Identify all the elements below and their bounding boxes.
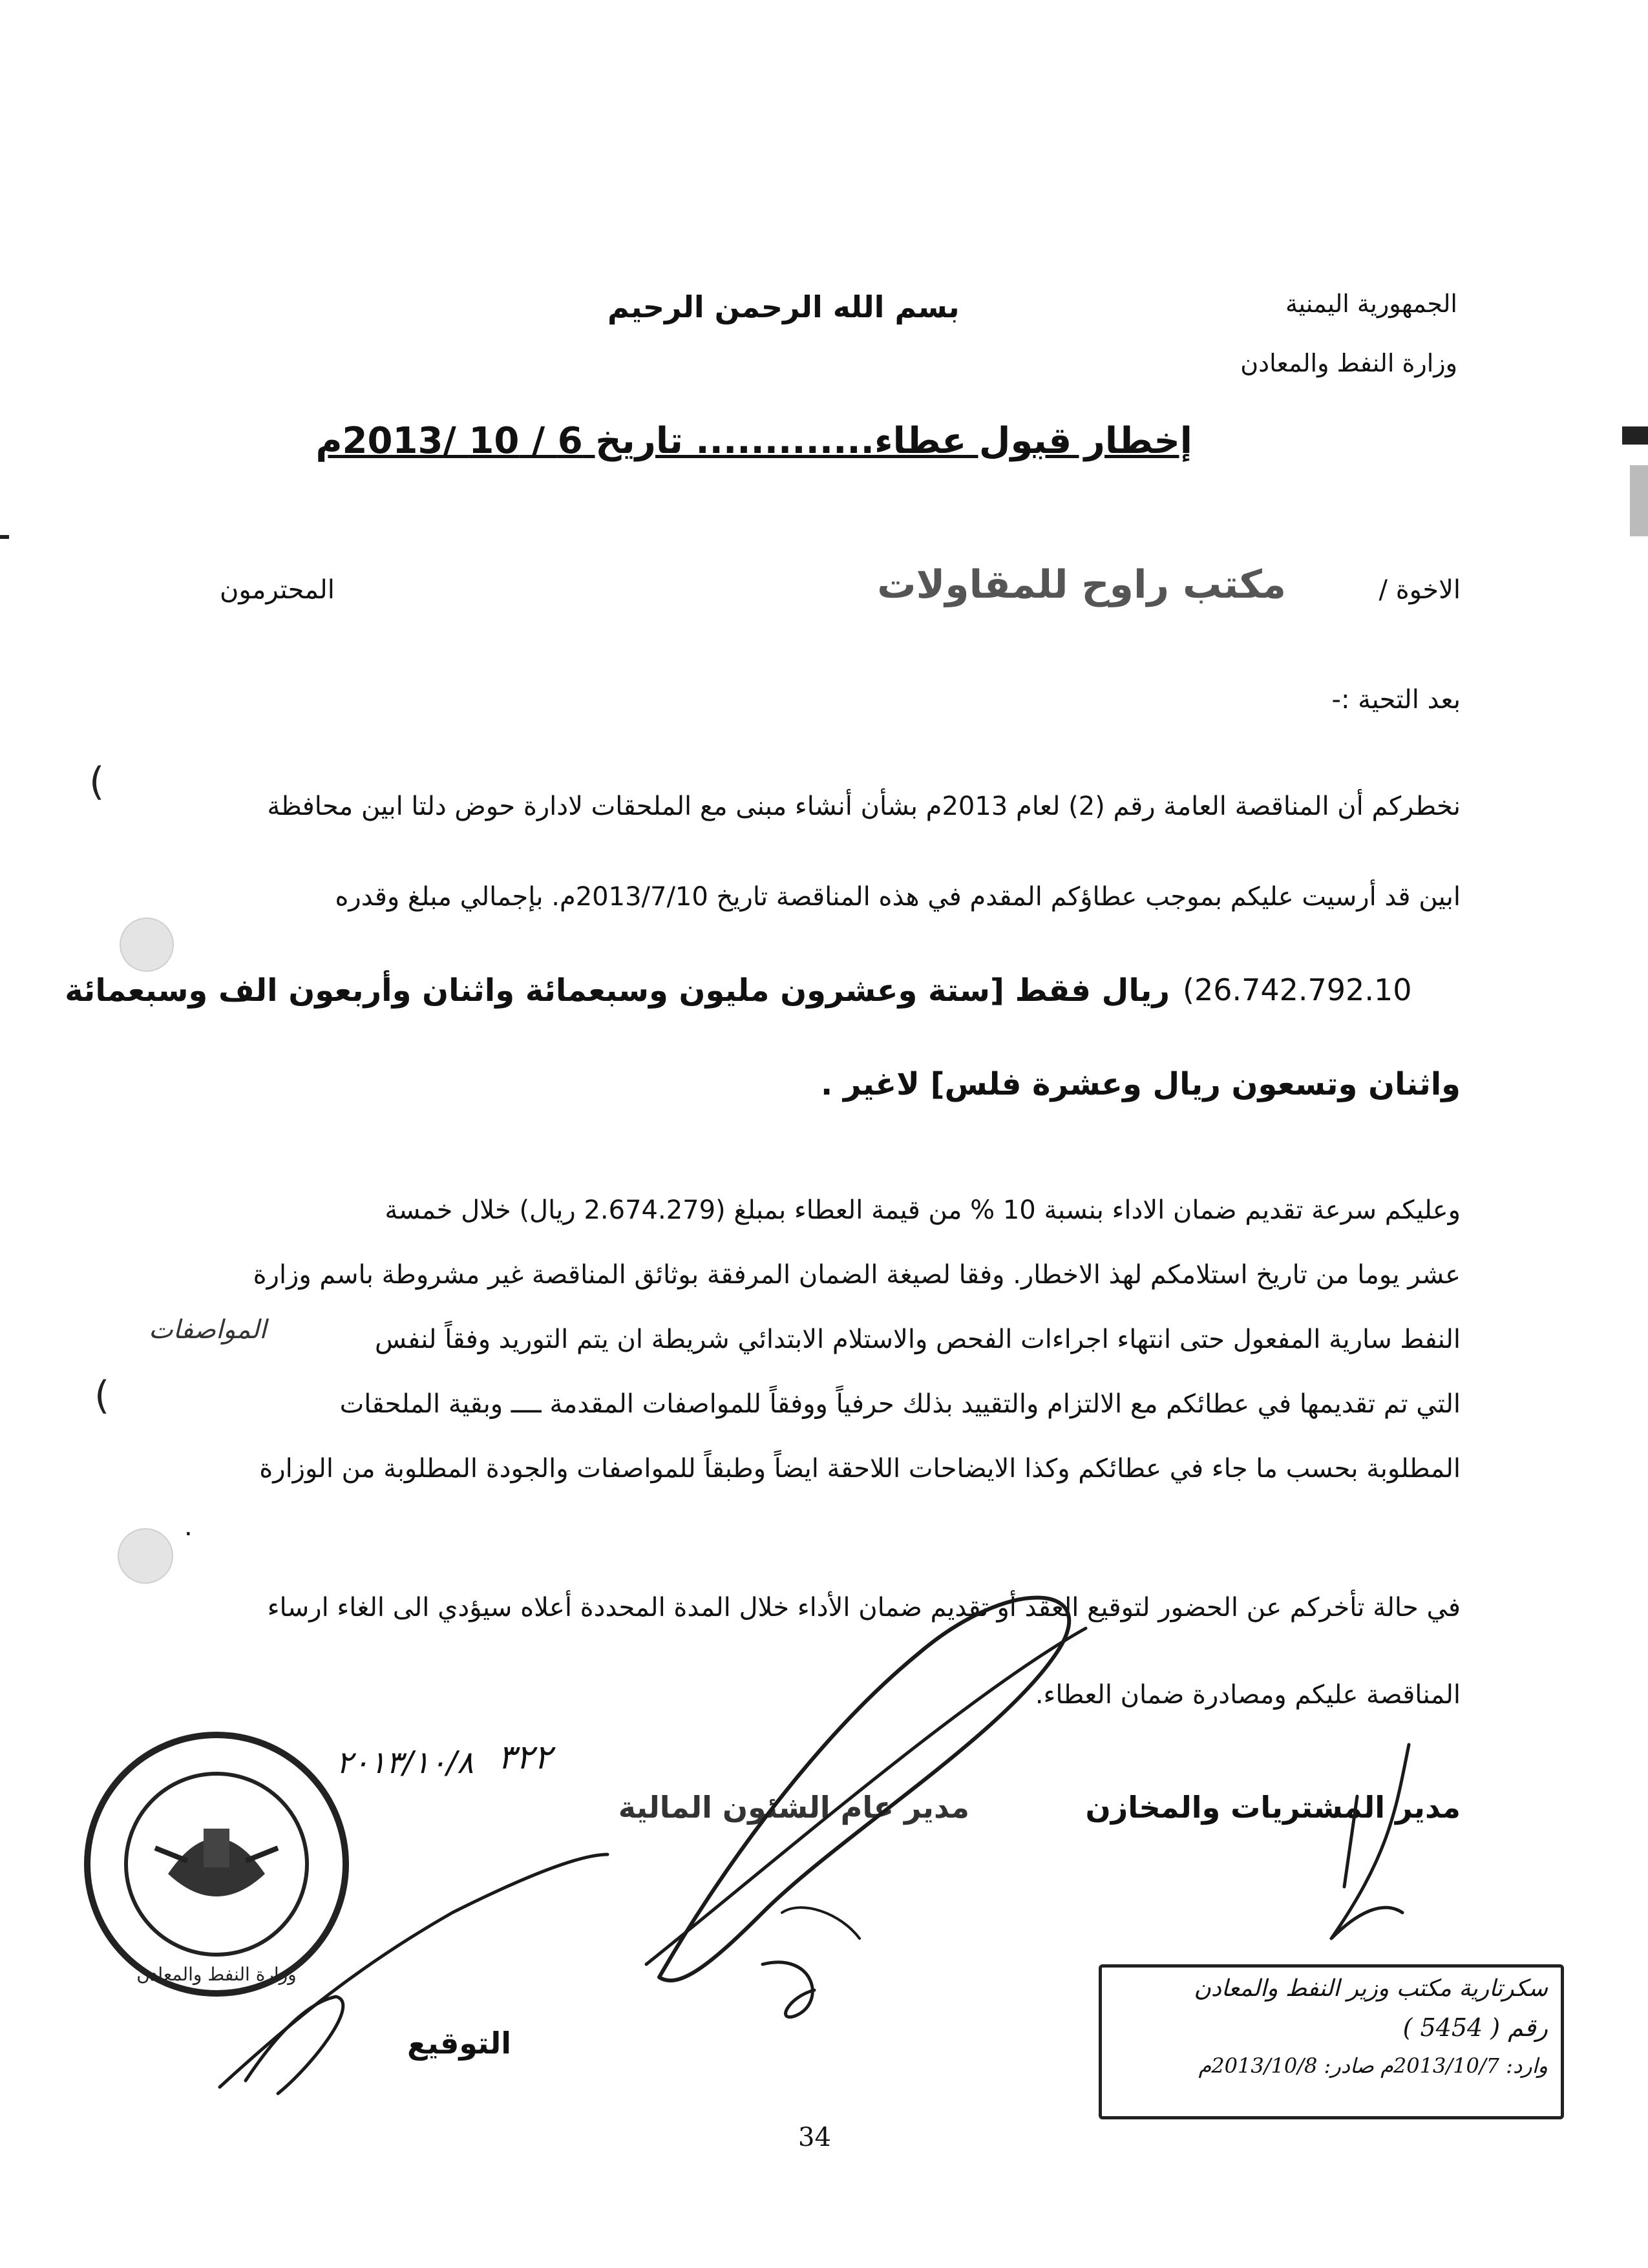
bracket-mark: (: [94, 1373, 110, 1418]
scan-edge-mark: [1622, 426, 1648, 445]
scan-edge-mark: [0, 535, 9, 539]
handwritten-ref-number: ٣٢٢: [498, 1738, 552, 1777]
body-line: المطلوبة بحسب ما جاء في عطائكم وكذا الايضاحات اللاحقة ايضاً وطبقاً للمواصفات والجودة المطلوبة من الوزارة: [259, 1454, 1461, 1484]
body-line: .: [184, 1512, 193, 1542]
addressee-prefix: الاخوة /: [1379, 575, 1461, 605]
stamp-line: سكرتارية مكتب وزير النفط والمعادن: [1194, 1975, 1548, 2002]
bracket-mark: (: [89, 759, 105, 804]
body-line: النفط سارية المفعول حتى انتهاء اجراءات الفحص والاستلام الابتدائي شريطة ان يتم التوريد وفقاً لنفس: [375, 1325, 1461, 1354]
amount-words: واثنان وتسعون ريال وعشرة فلس] لاغير .: [820, 1066, 1461, 1102]
amount-words: ريال فقط [ستة وعشرون مليون وسبعمائة واثنان وأربعون الف وسبعمائة: [65, 972, 1170, 1009]
country-name: الجمهورية اليمنية: [1285, 289, 1457, 318]
document-title: إخطار قبول عطاء............. تاريخ 6 / 10 /2013م: [315, 420, 1192, 462]
body-line: المناقصة عليكم ومصادرة ضمان العطاء.: [1035, 1680, 1461, 1710]
body-line: ابين قد أرسيت عليكم بموجب عطاؤكم المقدم في هذه المناقصة تاريخ 2013/7/10م. بإجمالي مبلغ وقدره: [335, 882, 1461, 912]
finance-manager-label: مدير عام الشئون المالية: [618, 1790, 969, 1825]
minister-signature-label: التوقيع: [407, 2026, 511, 2061]
stamp-line: رقم ( 5454 ): [1402, 2013, 1548, 2042]
scan-edge-mark: [1630, 465, 1648, 536]
punch-hole: [120, 918, 174, 972]
company-name: مكتب راوح للمقاولات: [877, 562, 1286, 607]
greeting: بعد التحية :-: [1331, 685, 1461, 715]
body-line: التي تم تقديمها في عطائكم مع الالتزام والتقييد بذلك حرفياً ووفقاً للمواصفات المقدمة ــــ وبقية الملحقات: [339, 1389, 1461, 1419]
body-line: في حالة تأخركم عن الحضور لتوقيع العقد أو تقديم ضمان الأداء خلال المدة المحددة أعلاه سيؤدي الى الغاء ارساء: [267, 1593, 1461, 1622]
body-line: نخطركم أن المناقصة العامة رقم (2) لعام 2013م بشأن أنشاء مبنى مع الملحقات لادارة حوض دلتا ابين محافظة: [267, 792, 1461, 821]
handwritten-date: ٢٠١٣/١٠/٨: [336, 1745, 474, 1781]
secretariat-stamp: [1099, 1964, 1564, 2119]
body-line: عشر يوما من تاريخ استلامكم لهذ الاخطار. وفقا لصيغة الضمان المرفقة بوثائق المناقصة غير مشروطة باسم وزارة: [253, 1260, 1461, 1290]
seal-text: وزارة النفط والمعادن: [136, 1964, 297, 1985]
page-number: 34: [798, 2123, 831, 2152]
body-line: وعليكم سرعة تقديم ضمان الاداء بنسبة 10 % من قيمة العطاء بمبلغ (2.674.279 ريال) خلال خمسة: [385, 1195, 1461, 1225]
ministry-name: وزارة النفط والمعادن: [1240, 349, 1457, 377]
handwritten-insert: المواصفات: [149, 1315, 267, 1345]
amount-number: (26.742.792.10: [1183, 972, 1412, 1007]
stamp-line: وارد: 2013/10/7م صادر: 2013/10/8م: [1198, 2053, 1548, 2078]
honorific: المحترمون: [220, 575, 335, 605]
basmala: بسم الله الرحمن الرحيم: [607, 289, 960, 324]
purchasing-manager-label: مدير المشتريات والمخازن: [1085, 1790, 1461, 1825]
